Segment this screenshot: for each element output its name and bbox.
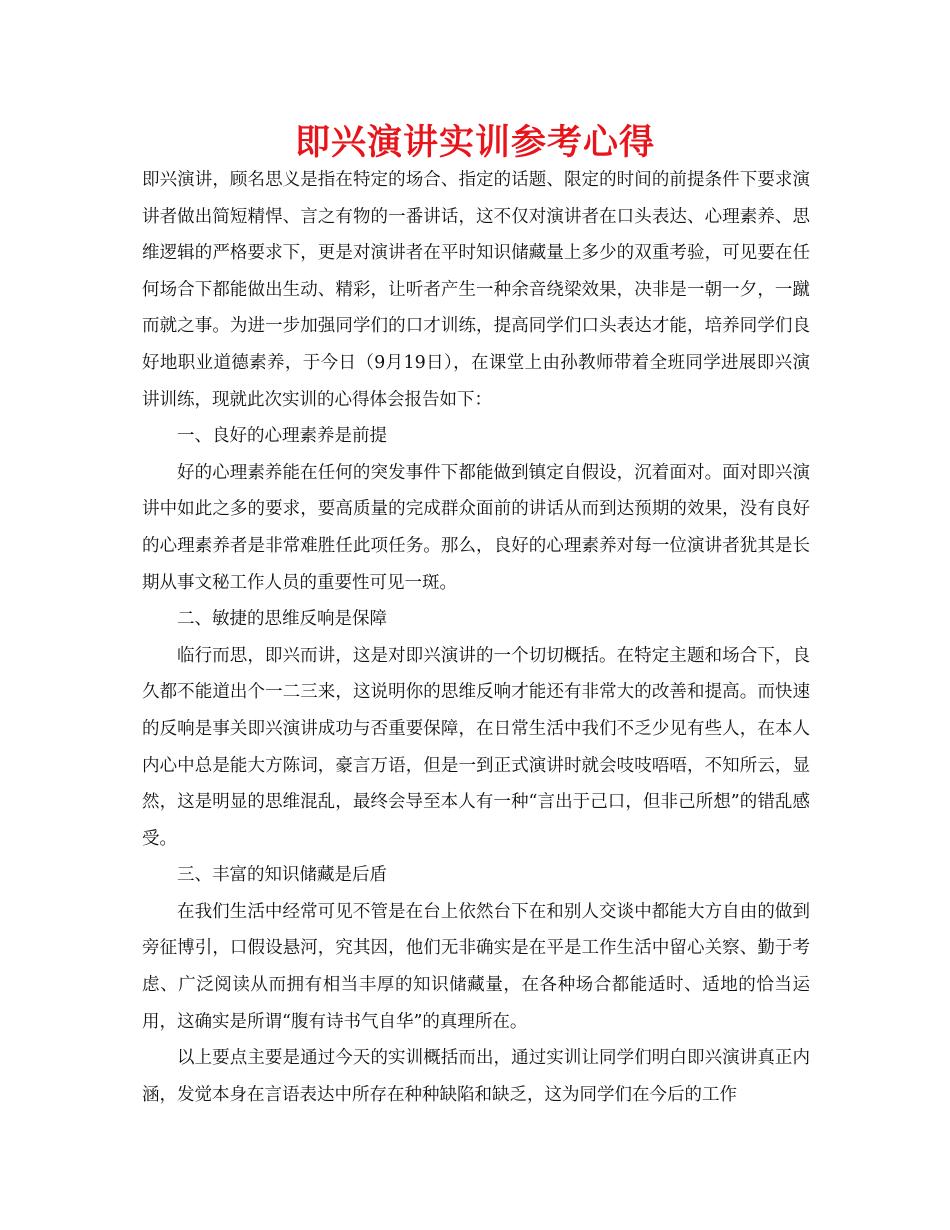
intro-paragraph: 即兴演讲，顾名思义是指在特定的场合、指定的话题、限定的时间的前提条件下要求演讲者做出简短精悍、言之有物的一番讲话，这不仅对演讲者在口头表达、心理素养、思维逻辑的严格要求下，更是对演讲者在平时知识储藏量上多少的双重考验，可见要在任何场合下都能做出生动、精彩，让听者产生一种余音绕梁效果，决非是一朝一夕，一蹴而就之事。为进一步加强同学们的口才训练，提高同学们口头表达才能，培养同学们良好地职业道德素养，于今日（9月19日），在课堂上由孙教师带着全班同学进展即兴演讲训练，现就此次实训的心得体会报告如下：: [142, 170, 810, 410]
section-paragraph-2: 临行而思，即兴而讲，这是对即兴演讲的一个切切概括。在特定主题和场合下，良久都不能道出个一二三来，这说明你的思维反响才能还有非常大的改善和提高。而快速的反响是事关即兴演讲成功与否重要保障，在日常生活中我们不乏少见有些人，在本人内心中总是能大方陈词，豪言万语，但是一到正式演讲时就会吱吱唔唔，不知所云，显然，这是明显的思维混乱，最终会导至本人有一种“言出于己口，但非己所想”的错乱感受。: [142, 645, 810, 849]
document-title: 即兴演讲实训参考心得: [294, 123, 655, 163]
section-paragraph-3: 在我们生活中经常可见不管是在台上依然台下在和别人交谈中都能大方自由的做到旁征博引，口假设悬河，究其因，他们无非确实是在平是工作生活中留心关察、勤于考虑、广泛阅读从而拥有相当丰厚的知识储藏量，在各种场合都能适时、适地的恰当运用，这确实是所谓“腹有诗书气自华”的真理所在。: [142, 901, 810, 1032]
section-heading-1: 一、良好的心理素养是前提: [177, 426, 387, 447]
section-heading-3: 三、丰富的知识储藏是后盾: [177, 865, 387, 886]
section-paragraph-1: 好的心理素养能在任何的突发事件下都能做到镇定自假设，沉着面对。面对即兴演讲中如此之多的要求，要高质量的完成群众面前的讲话从而到达预期的效果，没有良好的心理素养者是非常难胜任此项任务。那么，良好的心理素养对每一位演讲者犹其是长期从事文秘工作人员的重要性可见一斑。: [142, 462, 810, 593]
conclusion-paragraph: 以上要点主要是通过今天的实训概括而出，通过实训让同学们明白即兴演讲真正内涵，发觉本身在言语表达中所存在种种缺陷和缺乏，这为同学们在今后的工作: [142, 1048, 810, 1105]
document-body: [142, 162, 810, 1113]
section-heading-2: 二、敏捷的思维反响是保障: [177, 609, 387, 630]
